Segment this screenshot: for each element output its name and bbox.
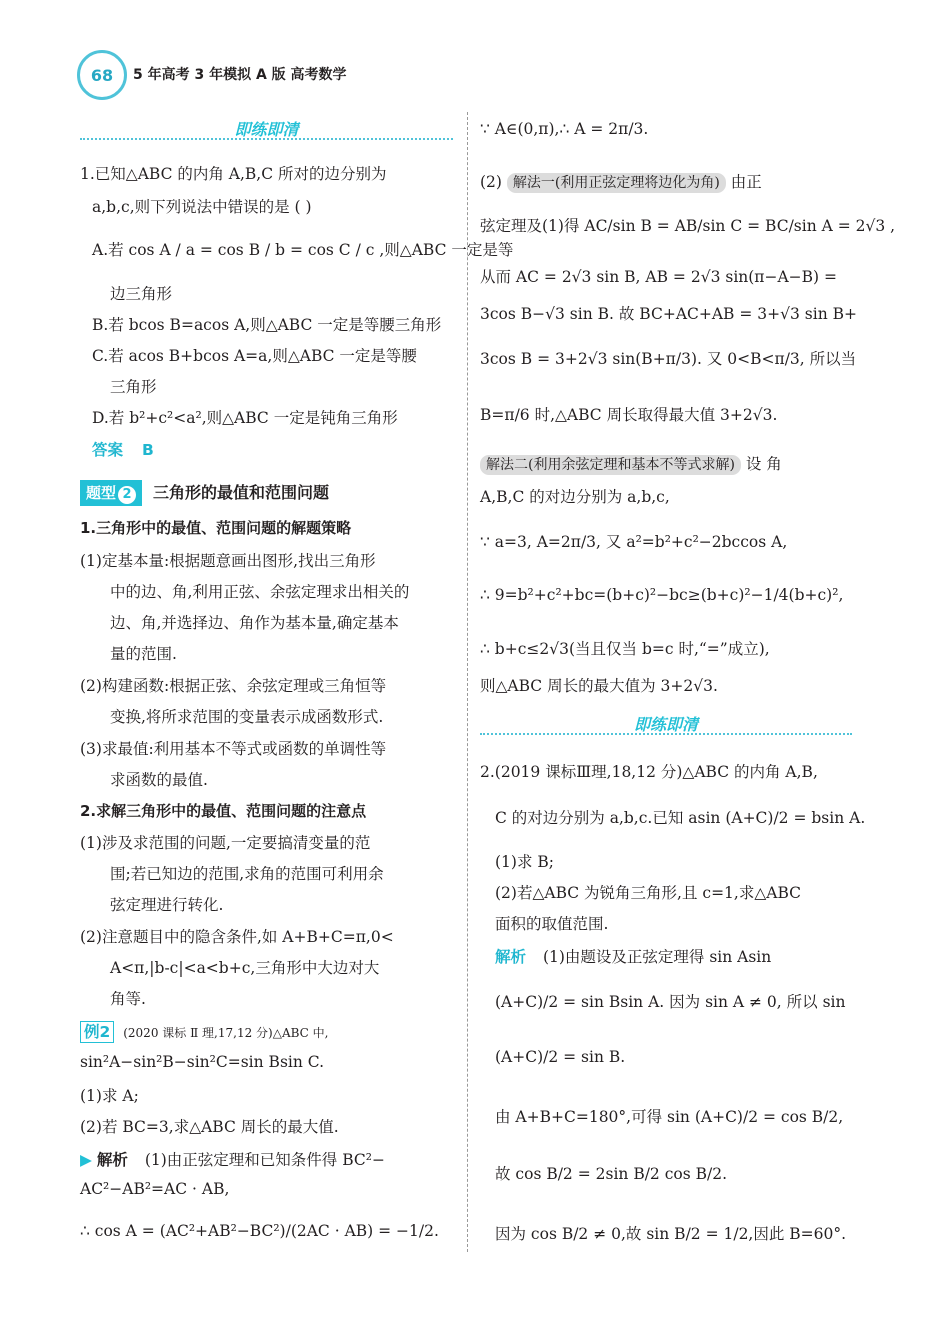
- right-line: ∴ 9=b²+c²+bc=(b+c)²−bc≥(b+c)²−1/4(b+c)²,: [480, 586, 844, 604]
- right-line: 3cos B = 3+2√3 sin(B+π/3). 又 0<B<π/3, 所以当: [480, 350, 857, 368]
- topic-title: 三角形的最值和范围问题: [152, 483, 329, 502]
- q1-option-a: A.若 cos A / a = cos B / b = cos C / c ,则△ABC 一定是等: [92, 241, 514, 259]
- strategy-line: 量的范围.: [110, 645, 177, 663]
- q2-solution-line: (1)由题设及正弦定理得 sin Asin: [542, 948, 772, 966]
- q1-line: 三角形: [110, 378, 157, 396]
- q1-option-c: C.若 acos B+bcos A=a,则△ABC 一定是等腰: [92, 347, 417, 365]
- q1-option-d: D.若 b²+c²<a²,则△ABC 一定是钝角三角形: [92, 409, 398, 427]
- strategy-line: 边、角,并选择边、角作为基本量,确定基本: [110, 614, 399, 632]
- example-label: 例2: [80, 1021, 114, 1043]
- q2-line: 2.(2019 课标Ⅲ理,18,12 分)△ABC 的内角 A,B,: [480, 763, 818, 781]
- strategy-line: 弦定理进行转化.: [110, 896, 224, 914]
- q2-solution-line: (A+C)/2 = sin B.: [495, 1048, 626, 1066]
- strategy-line: 求函数的最值.: [110, 771, 208, 789]
- header-title: 5 年高考 3 年模拟 A 版 高考数学: [133, 67, 347, 83]
- strategy-line: (2)构建函数:根据正弦、余弦定理或三角恒等: [80, 677, 387, 695]
- strategy-heading: 1.三角形中的最值、范围问题的解题策略: [80, 519, 352, 537]
- solution-line: (1)由正弦定理和已知条件得 BC²−: [144, 1151, 385, 1169]
- q1-line: a,b,c,则下列说法中错误的是 ( ): [92, 198, 312, 216]
- q2-solution-line: (A+C)/2 = sin Bsin A. 因为 sin A ≠ 0, 所以 sin: [495, 993, 846, 1011]
- answer-label: 答案: [92, 441, 124, 459]
- example-line: (2020 课标 Ⅱ 理,17,12 分)△ABC 中,: [123, 1026, 329, 1040]
- right-line: 从而 AC = 2√3 sin B, AB = 2√3 sin(π−A−B) =: [480, 268, 838, 286]
- practice-bar-right: [480, 713, 852, 733]
- topic-number: 2: [118, 486, 136, 504]
- jiexi-label: 解析: [495, 948, 527, 966]
- example-line: sin²A−sin²B−sin²C=sin Bsin C.: [80, 1053, 324, 1071]
- strategy-line: 变换,将所求范围的变量表示成函数形式.: [110, 708, 384, 726]
- q2-solution-line: 因为 cos B/2 ≠ 0,故 sin B/2 = 1/2,因此 B=60°.: [495, 1225, 847, 1243]
- right-line: ∵ a=3, A=2π/3, 又 a²=b²+c²−2bccos A,: [480, 533, 788, 551]
- practice-label: 即练即清: [234, 119, 299, 139]
- column-divider: [467, 112, 468, 1252]
- q2-solution-line: 由 A+B+C=180°,可得 sin (A+C)/2 = cos B/2,: [495, 1108, 844, 1126]
- right-line: 3cos B−√3 sin B. 故 BC+AC+AB = 3+√3 sin B+: [480, 305, 857, 323]
- q1-option-b: B.若 bcos B=acos A,则△ABC 一定是等腰三角形: [92, 316, 442, 334]
- page-number: 68: [90, 65, 114, 85]
- q2-line: (2)若△ABC 为锐角三角形,且 c=1,求△ABC: [495, 884, 801, 902]
- strategy-line: A<π,|b-c|<a<b+c,三角形中大边对大: [110, 959, 380, 977]
- q2-line: 面积的取值范围.: [495, 915, 609, 933]
- q2-line: (1)求 B;: [495, 853, 554, 871]
- strategy-line: 中的边、角,利用正弦、余弦定理求出相关的: [110, 583, 410, 601]
- example-line: (2)若 BC=3,求△ABC 周长的最大值.: [80, 1118, 339, 1136]
- right-line: ∵ A∈(0,π),∴ A = 2π/3.: [480, 120, 649, 138]
- right-line: 弦定理及(1)得 AC/sin B = AB/sin C = BC/sin A = 2√3 ,: [480, 217, 896, 235]
- strategy-line: (1)涉及求范围的问题,一定要搞清变量的范: [80, 834, 371, 852]
- right-line: B=π/6 时,△ABC 周长取得最大值 3+2√3.: [480, 406, 778, 424]
- right-line: ∴ b+c≤2√3(当且仅当 b=c 时,“=”成立),: [480, 640, 770, 658]
- method-one-tail: 由正: [730, 173, 762, 191]
- strategy-line: 围;若已知边的范围,求角的范围可利用余: [110, 865, 384, 883]
- practice-bar-left: [80, 118, 453, 138]
- strategy-line: (2)注意题目中的隐含条件,如 A+B+C=π,0<: [80, 928, 394, 946]
- q2-line: C 的对边分别为 a,b,c.已知 asin (A+C)/2 = bsin A.: [495, 809, 866, 827]
- q1-line: 1.已知△ABC 的内角 A,B,C 所对的边分别为: [80, 165, 387, 183]
- solution-line: AC²−AB²=AC · AB,: [80, 1180, 230, 1198]
- right-line: (2): [480, 173, 507, 191]
- q1-line: 边三角形: [110, 285, 173, 303]
- strategy-heading: 2.求解三角形中的最值、范围问题的注意点: [80, 802, 367, 820]
- example-line: (1)求 A;: [80, 1087, 139, 1105]
- arrow-icon: ▶: [80, 1151, 92, 1169]
- practice-label: 即练即清: [633, 714, 698, 734]
- right-line: 则△ABC 周长的最大值为 3+2√3.: [480, 677, 718, 695]
- right-line: A,B,C 的对边分别为 a,b,c,: [480, 488, 670, 506]
- solution-line: ∴ cos A = (AC²+AB²−BC²)/(2AC · AB) = −1/2.: [80, 1222, 439, 1240]
- right-line: 设 角: [745, 455, 782, 473]
- q2-solution-line: 故 cos B/2 = 2sin B/2 cos B/2.: [495, 1165, 728, 1183]
- answer-value: B: [141, 441, 154, 459]
- solution-label: 解析: [96, 1151, 128, 1169]
- method-one-tag: 解法一(利用正弦定理将边化为角): [507, 173, 726, 193]
- strategy-line: (1)定基本量:根据题意画出图形,找出三角形: [80, 552, 376, 570]
- topic-badge: 题型 2: [80, 480, 142, 506]
- strategy-line: (3)求最值:利用基本不等式或函数的单调性等: [80, 740, 387, 758]
- method-two-tag: 解法二(利用余弦定理和基本不等式求解): [480, 455, 741, 475]
- strategy-line: 角等.: [110, 990, 146, 1008]
- page-number-badge: [77, 50, 127, 100]
